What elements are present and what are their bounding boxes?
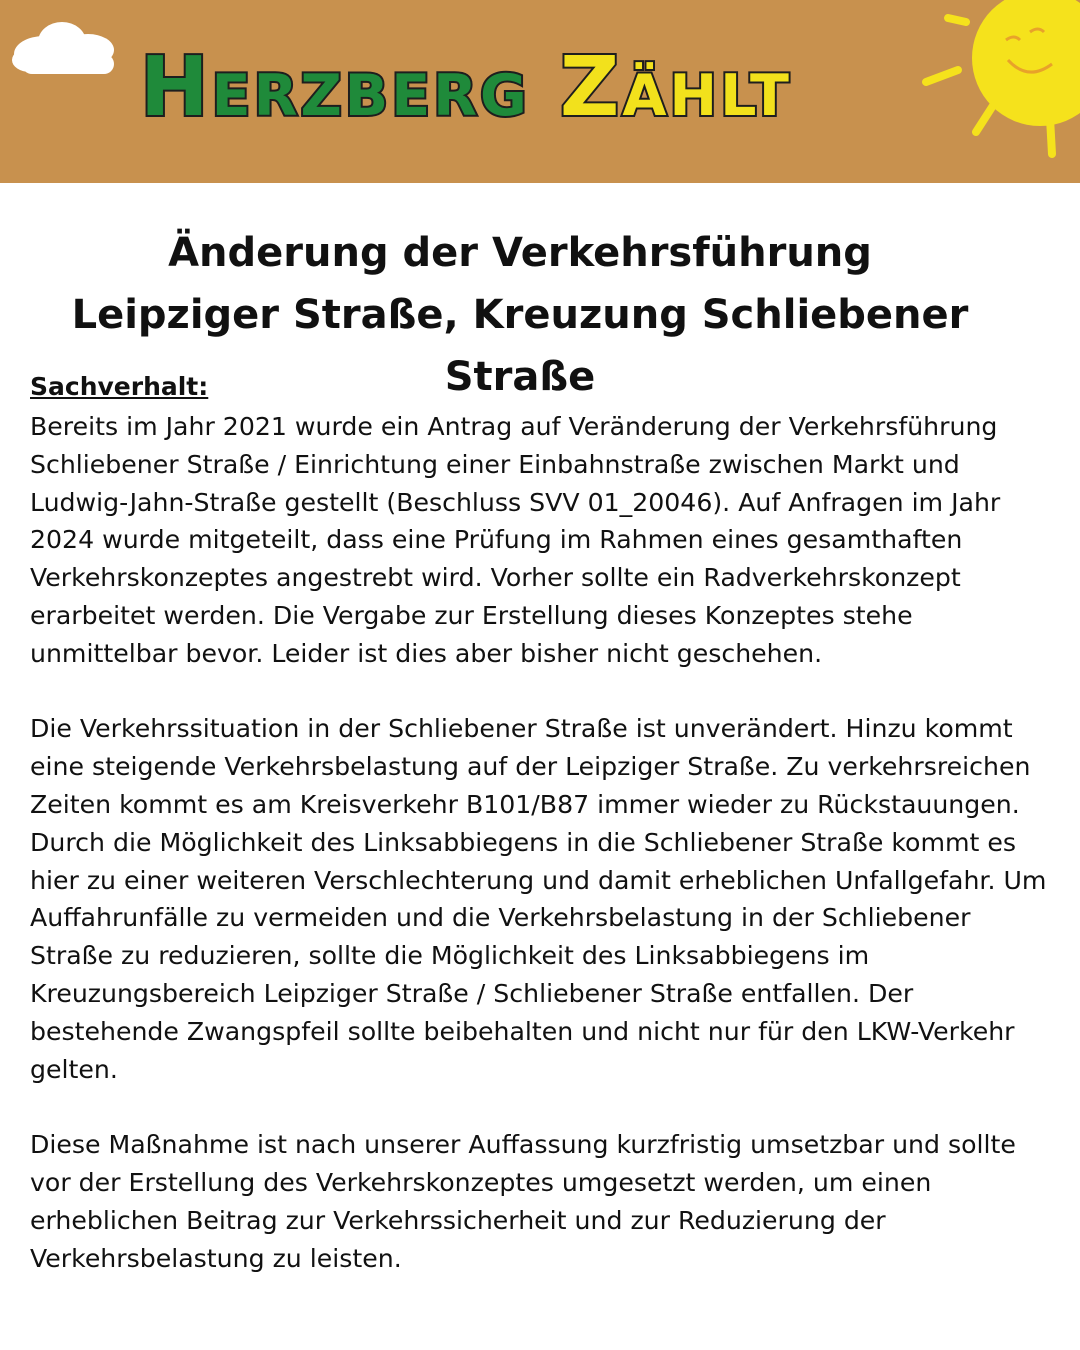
brand-logo [140,38,792,138]
cloud-icon [12,22,114,74]
section-label: Sachverhalt: [30,372,209,401]
paragraph-2: Die Verkehrssituation in der Schliebener Straße ist unverändert. Hinzu kommt eine steigende Verkehrsbelastung auf der Leipziger Straße. Zu verkehrsreichen Zeiten kommt es am Kreisverkehr B101/B87 immer wieder zu Rückstauungen. Durch die Möglichkeit des Linksabbiegens in die Schliebener Straße kommt es hier zu einer weiteren Verschlechterung und damit erheblichen Unfallgefahr. Um Auffahrunfälle zu vermeiden und die Verkehrsbelastung in der Schliebener Straße zu reduzieren, sollte die Möglichkeit des Linksabbiegens im Kreuzungsbereich Leipziger Straße / Schliebener Straße entfallen. Der bestehende Zwangspfeil sollte beibehalten und nicht nur für den LKW-Verkehr gelten. [30,714,1047,1084]
body-text [30,408,1060,1315]
paragraph-1: Bereits im Jahr 2021 wurde ein Antrag auf Veränderung der Verkehrsführung Schliebener Straße / Einrichtung einer Einbahnstraße zwischen Markt und Ludwig-Jahn-Straße gestellt (Beschluss SVV 01_20046). Auf Anfragen im Jahr 2024 wurde mitgeteilt, dass eine Prüfung im Rahmen eines gesamthaften Verkehrskonzeptes angestrebt wird. Vorher sollte ein Radverkehrskonzept erarbeitet werden. Die Vergabe zur Erstellung dieses Konzeptes stehe unmittelbar bevor. Leider ist dies aber bisher nicht geschehen. [30,412,1001,668]
sun-icon [926,0,1080,154]
logo-text-zaehlt: Zählt [559,40,792,135]
paragraph-3: Diese Maßnahme ist nach unserer Auffassung kurzfristig umsetzbar und sollte vor der Erstellung des Verkehrskonzeptes umgesetzt werden, um einen erheblichen Beitrag zur Verkehrssicherheit und zur Reduzierung der Verkehrsbelastung zu leisten. [30,1130,1016,1273]
header-banner [0,0,1080,183]
title-line-2: Leipziger Straße, Kreuzung Schliebener Straße [71,292,969,400]
title-line-1: Änderung der Verkehrsführung [168,230,872,276]
logo-text-herzberg: Herzberg [140,40,530,135]
